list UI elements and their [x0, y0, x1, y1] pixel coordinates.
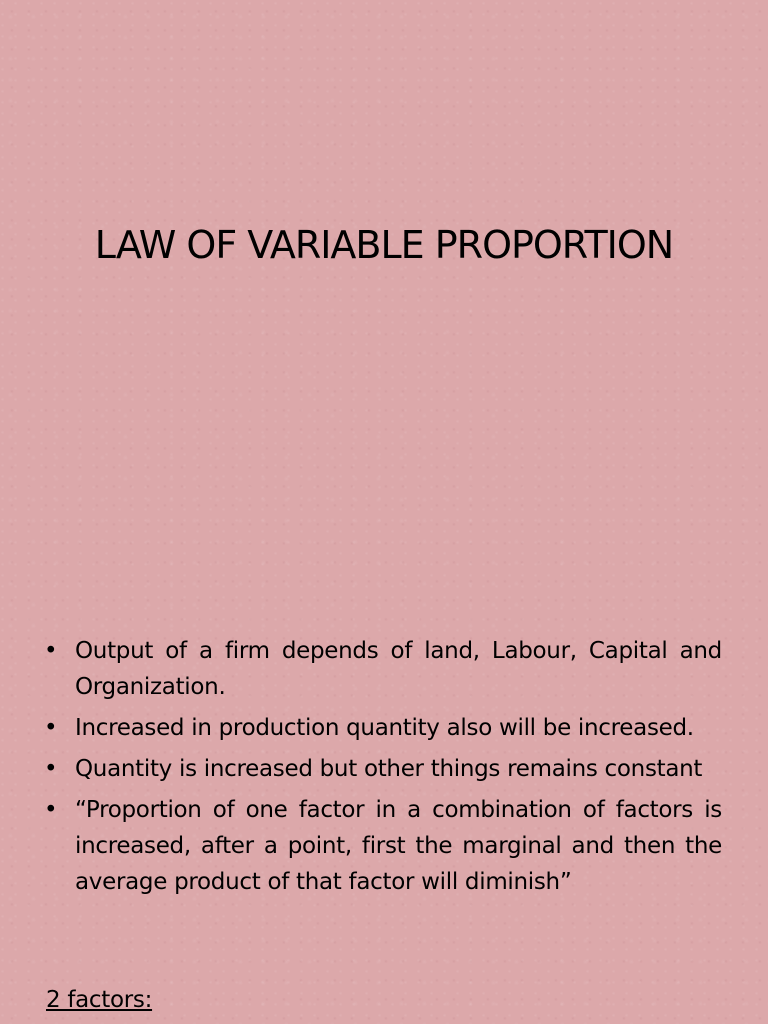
bullet-item-proportion-quote — [42, 792, 722, 900]
bullet-item-output — [42, 633, 722, 705]
factors-subheading: 2 factors: — [46, 987, 153, 1013]
bullet-dot-icon: • — [44, 638, 58, 664]
bullet-text: Quantity is increased but other things remains constant — [75, 756, 703, 782]
bullet-dot-icon: • — [44, 756, 58, 782]
bullet-text: Increased in production quantity also will be increased. — [75, 715, 694, 741]
bullet-list — [42, 633, 722, 905]
bullet-dot-icon: • — [44, 715, 58, 741]
bullet-dot-icon: • — [44, 797, 58, 823]
bullet-item-increased — [42, 710, 722, 746]
bullet-text: Output of a firm depends of land, Labour, Capital and Organization. — [75, 638, 722, 700]
bullet-item-quantity — [42, 751, 722, 787]
bullet-text: “Proportion of one factor in a combination of factors is increased, after a point, first the marginal and then the average product of that factor will diminish” — [75, 797, 722, 895]
slide-title: LAW OF VARIABLE PROPORTION — [94, 223, 674, 267]
